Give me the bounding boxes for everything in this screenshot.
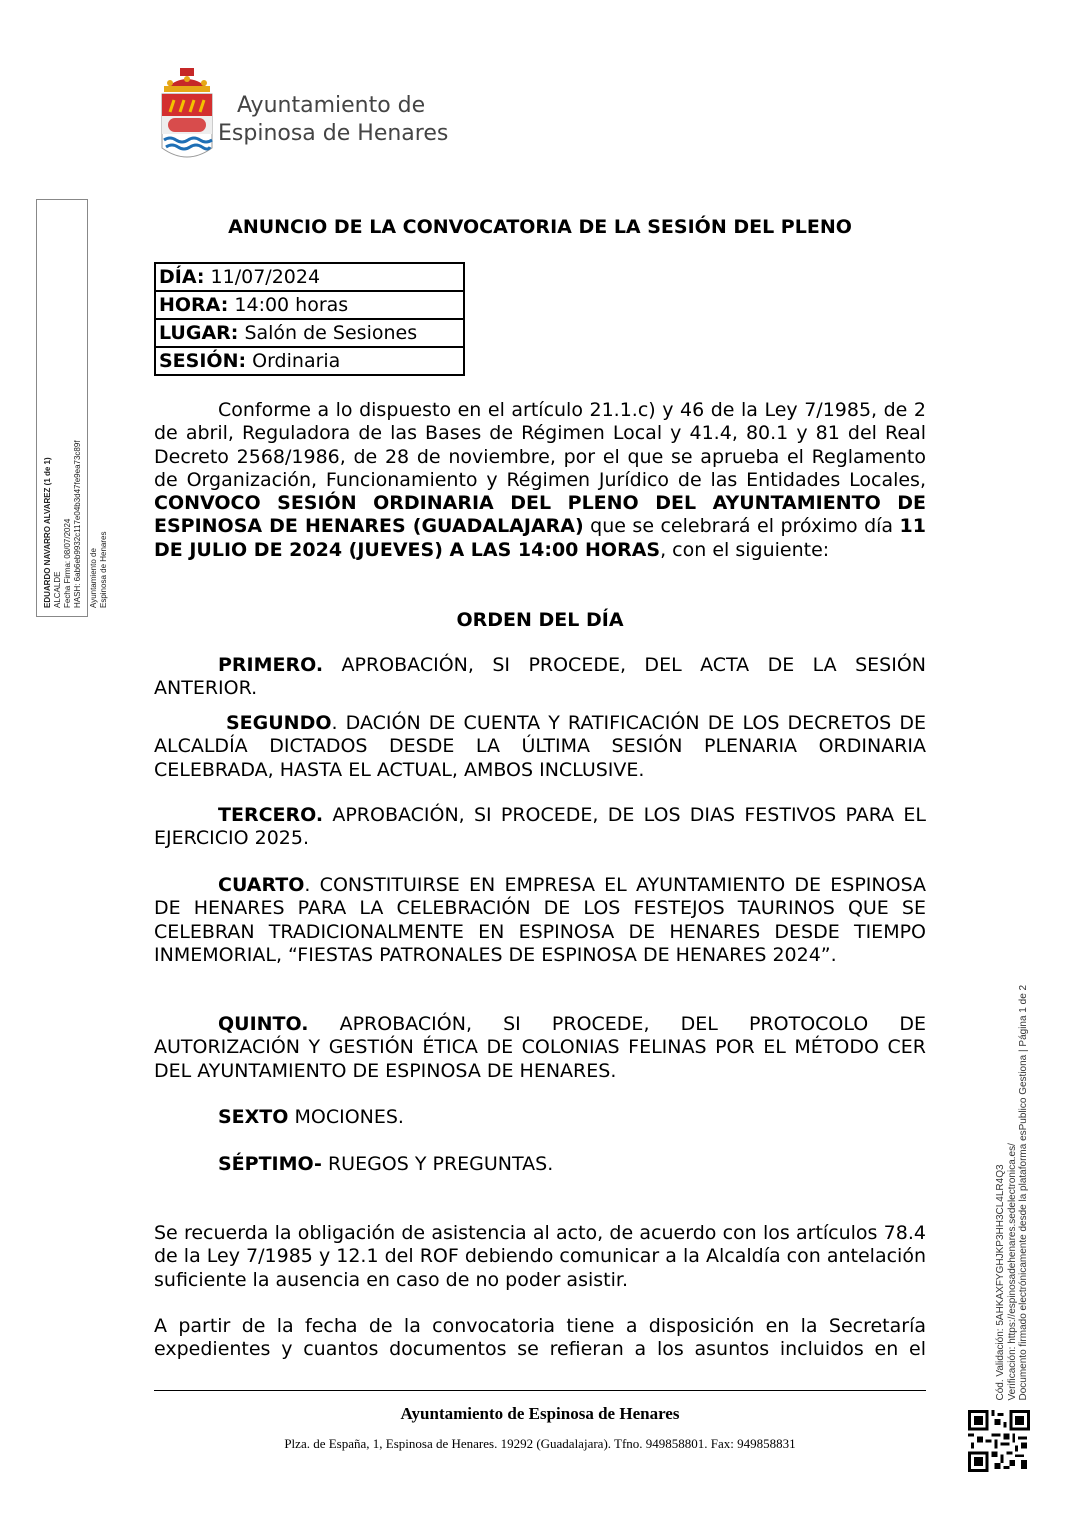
stamp-org-1: Ayuntamiento de: [89, 548, 98, 608]
intro-paragraph: Conforme a lo dispuesto en el artículo 21.1.c) y 46 de la Ley 7/1985, de 2 de abril, Reguladora de las Bases de Régimen Local y 41.4, 80.1 y 81 del Real Decreto 2568/1986, de 28 de noviembre, por el que se aprueba el Reglamento de Organización, Funcionamiento y Régimen Jurídico de las Entidades Locales, CONVOCO SESIÓN ORDINARIA DEL PLENO DEL AYUNTAMIENTO DE ESPINOSA DE HENARES (GUADALAJARA) que se celebrará el próximo día 11 DE JULIO DE 2024 (JUEVES) A LAS 14:00 HORAS, con el siguiente:: [154, 399, 926, 561]
agenda-item: SEXTO MOCIONES.: [218, 1106, 404, 1128]
document-title: ANUNCIO DE LA CONVOCATORIA DE LA SESIÓN DEL PLENO: [228, 216, 852, 238]
signer-role: ALCALDE: [53, 571, 62, 608]
signature-date: Fecha Firma: 08/07/2024: [63, 518, 72, 608]
footer-divider: [154, 1390, 926, 1391]
info-row-session: SESIÓN: Ordinaria: [155, 347, 464, 375]
info-row-time: HORA: 14:00 horas: [155, 291, 464, 319]
session-info-table: [154, 262, 465, 376]
agenda-item: QUINTO. APROBACIÓN, SI PROCEDE, DEL PROTOCOLO DE AUTORIZACIÓN Y GESTIÓN ÉTICA DE COLONIAS FELINAS POR EL MÉTODO CER DEL AYUNTAMIENTO DE ESPINOSA DE HENARES.: [154, 1013, 926, 1082]
validation-url: Verificación: https://espinosadehenares.sedelectronica.es/: [1006, 1142, 1018, 1400]
agenda-item: TERCERO. APROBACIÓN, SI PROCEDE, DE LOS DIAS FESTIVOS PARA EL EJERCICIO 2025.: [154, 804, 926, 850]
logo-line-1: Ayuntamiento de: [237, 93, 426, 118]
availability-paragraph: A partir de la fecha de la convocatoria tiene a disposición en la Secretaría expedientes y cuantos documentos se refieran a los asuntos incluidos en el: [154, 1315, 926, 1361]
coat-of-arms-icon: [158, 66, 216, 166]
validation-note: Documento firmado electrónicamente desde la plataforma esPublico Gestiona | Página 1 de 2: [1018, 984, 1029, 1400]
agenda-item: CUARTO. CONSTITUIRSE EN EMPRESA EL AYUNTAMIENTO DE ESPINOSA DE HENARES PARA LA CELEBRACIÓN DE LOS FESTEJOS TAURINOS QUE SE CELEBRAN TRADICIONALMENTE EN ESPINOSA DE HENARES DESDE TIEMPO INMEMORIAL, “FIESTAS PATRONALES DE ESPINOSA DE HENARES 2024”.: [154, 874, 926, 966]
reminder-paragraph: Se recuerda la obligación de asistencia al acto, de acuerdo con los artículos 78.4 de la Ley 7/1985 y 12.1 del ROF debiendo comunicar a la Alcaldía con antelación suficiente la ausencia en caso de no poder asistir.: [154, 1222, 926, 1291]
validation-stamp: [993, 945, 1033, 1400]
info-row-place: LUGAR: Salón de Sesiones: [155, 319, 464, 347]
validation-code: Cód. Validación: 5AHKAXFYGHJKP3HH3CL4LR4Q3: [995, 1163, 1006, 1400]
qr-code-icon[interactable]: [968, 1410, 1030, 1472]
signature-stamp: [36, 199, 108, 617]
agenda-title: ORDEN DEL DÍA: [456, 609, 624, 631]
agenda-item: PRIMERO. APROBACIÓN, SI PROCEDE, DEL ACTA DE LA SESIÓN ANTERIOR.: [154, 654, 926, 700]
agenda-item: SEGUNDO. DACIÓN DE CUENTA Y RATIFICACIÓN DE LOS DECRETOS DE ALCALDÍA DICTADOS DESDE LA ÚLTIMA SESIÓN PLENARIA ORDINARIA CELEBRADA, HASTA EL ACTUAL, AMBOS INCLUSIVE.: [154, 712, 926, 781]
stamp-org-2: Espinosa de Henares: [99, 531, 108, 608]
signer-name: EDUARDO NAVARRO ALVAREZ (1 de 1): [43, 457, 52, 608]
header-logo: [158, 66, 458, 166]
signature-hash: HASH: 6ab6eb9932c117e04b3d47fe9ea73c89f: [73, 440, 82, 608]
footer-org-name: Ayuntamiento de Espinosa de Henares: [400, 1404, 680, 1423]
info-row-day: DÍA: 11/07/2024: [155, 263, 464, 291]
logo-line-2: Espinosa de Henares: [218, 121, 449, 146]
footer-address: Plza. de España, 1, Espinosa de Henares. 19292 (Guadalajara). Tfno. 949858801. Fax: 949858831: [284, 1436, 796, 1451]
agenda-item: SÉPTIMO- RUEGOS Y PREGUNTAS.: [218, 1153, 554, 1175]
